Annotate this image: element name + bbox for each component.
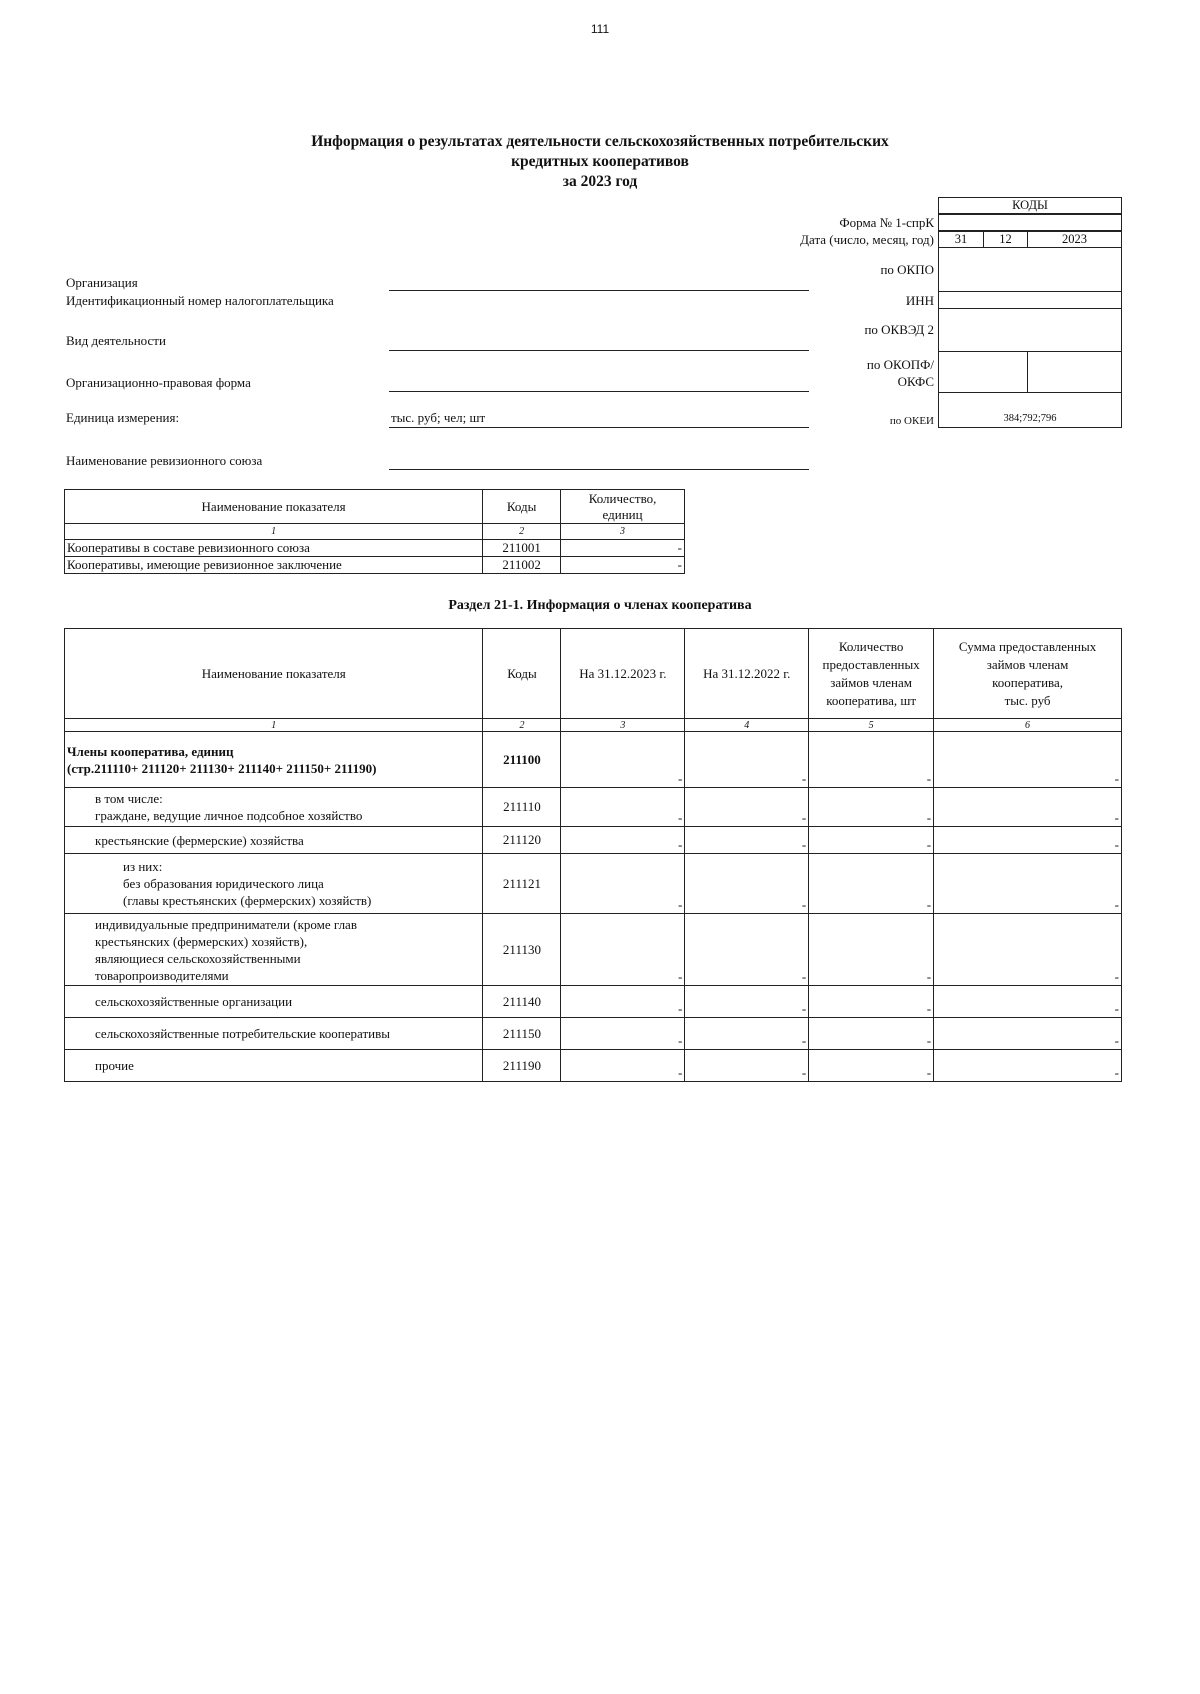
row-name-line: крестьянских (фермерских) хозяйств),	[95, 933, 308, 949]
section-title: Раздел 21-1. Информация о членах кооператива	[448, 598, 752, 613]
title-line-1: Информация о результатах деятельности сельскохозяйственных потребительских	[311, 133, 889, 150]
activity-field-line	[389, 349, 809, 351]
table-row	[65, 986, 1122, 1018]
row-value: -	[685, 914, 809, 986]
unit-field-line	[389, 426, 809, 428]
row-name-line: Члены кооператива, единиц	[67, 743, 234, 759]
okved-code-box	[938, 308, 1122, 352]
t2-colnum-4: 4	[685, 719, 809, 732]
t1-colnum-3: 3	[561, 524, 685, 540]
page-number: 111	[590, 22, 610, 36]
t2-h5-l2: предоставленных	[822, 656, 920, 672]
table-row	[65, 854, 1122, 914]
row-code: 211100	[483, 732, 561, 788]
org-field-line	[389, 289, 809, 291]
t2-h6-l4: тыс. руб	[1004, 692, 1051, 708]
title-line-2: кредитных кооперативов	[511, 153, 689, 170]
row-name	[65, 986, 483, 1018]
date-day: 31	[938, 231, 984, 248]
members-table	[64, 628, 1122, 1082]
row-name	[65, 914, 483, 986]
row-name-line: крестьянские (фермерские) хозяйства	[95, 832, 304, 848]
date-label: Дата (число, месяц, год)	[800, 232, 934, 247]
row-value: -	[561, 827, 685, 854]
okopf-code-box	[938, 351, 1028, 393]
row-value: -	[809, 854, 934, 914]
unit-value: тыс. руб; чел; шт	[391, 410, 486, 425]
row-value: -	[685, 854, 809, 914]
row-name	[65, 1050, 483, 1082]
t1-header-qty-line1: Количество,	[588, 490, 657, 506]
okfs-label: ОКФС	[897, 374, 934, 389]
t1-row1-name: Кооперативы в составе ревизионного союза	[65, 540, 483, 557]
codes-header: КОДЫ	[938, 197, 1122, 214]
t2-colnum-3: 3	[561, 719, 685, 732]
row-value: -	[561, 1018, 685, 1050]
table-row	[65, 1050, 1122, 1082]
org-label: Организация	[66, 275, 138, 290]
t2-colnum-1: 1	[65, 719, 483, 732]
table-row	[65, 557, 685, 574]
row-name-line: индивидуальные предприниматели (кроме глав	[95, 916, 357, 932]
inn-code-box	[938, 291, 1122, 309]
row-value: -	[934, 986, 1122, 1018]
okpo-code-box	[938, 247, 1122, 292]
okfs-code-box	[1027, 351, 1122, 393]
table-row	[65, 914, 1122, 986]
row-name-line: сельскохозяйственные потребительские кооперативы	[95, 1026, 390, 1041]
row-value: -	[561, 1050, 685, 1082]
t2-header-2023: На 31.12.2023 г.	[561, 629, 685, 719]
t1-header-qty-line2: единиц	[602, 506, 643, 522]
legal-form-field-line	[389, 390, 809, 392]
row-code: 211110	[483, 788, 561, 827]
table-row	[65, 788, 1122, 827]
row-code: 211130	[483, 914, 561, 986]
row-code: 211140	[483, 986, 561, 1018]
row-value: -	[685, 788, 809, 827]
row-name	[65, 827, 483, 854]
t1-row1-code: 211001	[483, 540, 561, 557]
t2-colnum-2: 2	[483, 719, 561, 732]
row-value: -	[685, 827, 809, 854]
row-value: -	[561, 854, 685, 914]
title-line-3: за 2023 год	[562, 173, 638, 190]
t2-h6-l3: кооператива,	[992, 674, 1064, 690]
row-value: -	[934, 914, 1122, 986]
t2-header-2022: На 31.12.2022 г.	[685, 629, 809, 719]
row-value: -	[934, 732, 1122, 788]
row-name-line: граждане, ведущие личное подсобное хозяйство	[95, 808, 363, 823]
row-code: 211120	[483, 827, 561, 854]
activity-label: Вид деятельности	[66, 333, 166, 348]
t1-colnum-1: 1	[65, 524, 483, 540]
row-name-line: без образования юридического лица	[123, 876, 324, 891]
t2-h6-l1: Сумма предоставленных	[958, 638, 1097, 654]
row-value: -	[685, 986, 809, 1018]
inn-label: ИНН	[905, 293, 934, 308]
row-value: -	[934, 788, 1122, 827]
t1-header-code: Коды	[483, 490, 561, 524]
t2-header-loan-count	[809, 629, 934, 719]
t2-header-name: Наименование показателя	[65, 629, 483, 719]
row-name	[65, 1018, 483, 1050]
row-code: 211121	[483, 854, 561, 914]
table-row	[65, 827, 1122, 854]
row-value: -	[561, 788, 685, 827]
t2-h5-l3: займов членам	[830, 674, 912, 690]
t2-h5-l1: Количество	[838, 638, 904, 654]
row-value: -	[809, 1018, 934, 1050]
okved-label: по ОКВЭД 2	[864, 322, 934, 337]
union-label: Наименование ревизионного союза	[66, 453, 263, 468]
okpo-label: по ОКПО	[880, 262, 934, 277]
row-value: -	[561, 986, 685, 1018]
row-name-line: (главы крестьянских (фермерских) хозяйств)	[123, 893, 372, 908]
t2-header-code: Коды	[483, 629, 561, 719]
okei-code-box: 384;792;796	[938, 392, 1122, 428]
document-title	[200, 132, 1000, 192]
date-year: 2023	[1027, 231, 1122, 248]
row-value: -	[934, 1050, 1122, 1082]
row-name-line: являющиеся сельскохозяйственными	[95, 950, 301, 966]
revision-union-table	[64, 489, 685, 574]
row-name	[65, 732, 483, 788]
row-value: -	[561, 732, 685, 788]
row-value: -	[685, 732, 809, 788]
row-name-line: (стр.211110+ 211120+ 211130+ 211140+ 211150+ 211190)	[67, 760, 377, 776]
t1-row2-value: -	[561, 557, 685, 574]
union-field-line	[389, 468, 809, 470]
unit-label: Единица измерения:	[66, 410, 180, 425]
members-table-body	[65, 732, 1122, 1082]
okopf-label: по ОКОПФ/	[866, 357, 934, 372]
row-value: -	[934, 1018, 1122, 1050]
t1-header-qty	[561, 490, 685, 524]
legal-form-label: Организационно-правовая форма	[66, 375, 251, 390]
t2-colnum-5: 5	[809, 719, 934, 732]
t1-row2-code: 211002	[483, 557, 561, 574]
row-value: -	[809, 986, 934, 1018]
table-row	[65, 1018, 1122, 1050]
row-value: -	[934, 827, 1122, 854]
row-name	[65, 854, 483, 914]
row-code: 211190	[483, 1050, 561, 1082]
row-value: -	[561, 914, 685, 986]
table-row	[65, 540, 685, 557]
table-row	[65, 732, 1122, 788]
row-value: -	[809, 827, 934, 854]
okei-label: по ОКЕИ	[889, 415, 934, 427]
row-value: -	[685, 1050, 809, 1082]
date-month: 12	[983, 231, 1028, 248]
row-name-line: сельскохозяйственные организации	[95, 994, 293, 1009]
t2-header-loan-sum	[934, 629, 1122, 719]
t1-row2-name: Кооперативы, имеющие ревизионное заключение	[65, 557, 483, 574]
row-value: -	[809, 732, 934, 788]
form-label: Форма № 1-спрК	[839, 215, 934, 230]
t2-h6-l2: займов членам	[986, 656, 1069, 672]
t1-header-name: Наименование показателя	[65, 490, 483, 524]
row-name-line: из них:	[123, 859, 163, 874]
t2-colnum-6: 6	[934, 719, 1122, 732]
t1-row1-value: -	[561, 540, 685, 557]
row-name	[65, 788, 483, 827]
form-code-box	[938, 214, 1122, 231]
row-name-line: в том числе:	[95, 791, 163, 806]
row-value: -	[809, 1050, 934, 1082]
row-value: -	[685, 1018, 809, 1050]
t2-h5-l4: кооператива, шт	[826, 692, 917, 708]
row-name-line: товаропроизводителями	[95, 967, 229, 983]
row-code: 211150	[483, 1018, 561, 1050]
row-value: -	[809, 914, 934, 986]
row-name-line: прочие	[95, 1058, 134, 1073]
taxid-label: Идентификационный номер налогоплательщика	[66, 293, 334, 308]
t1-colnum-2: 2	[483, 524, 561, 540]
row-value: -	[809, 788, 934, 827]
row-value: -	[934, 854, 1122, 914]
